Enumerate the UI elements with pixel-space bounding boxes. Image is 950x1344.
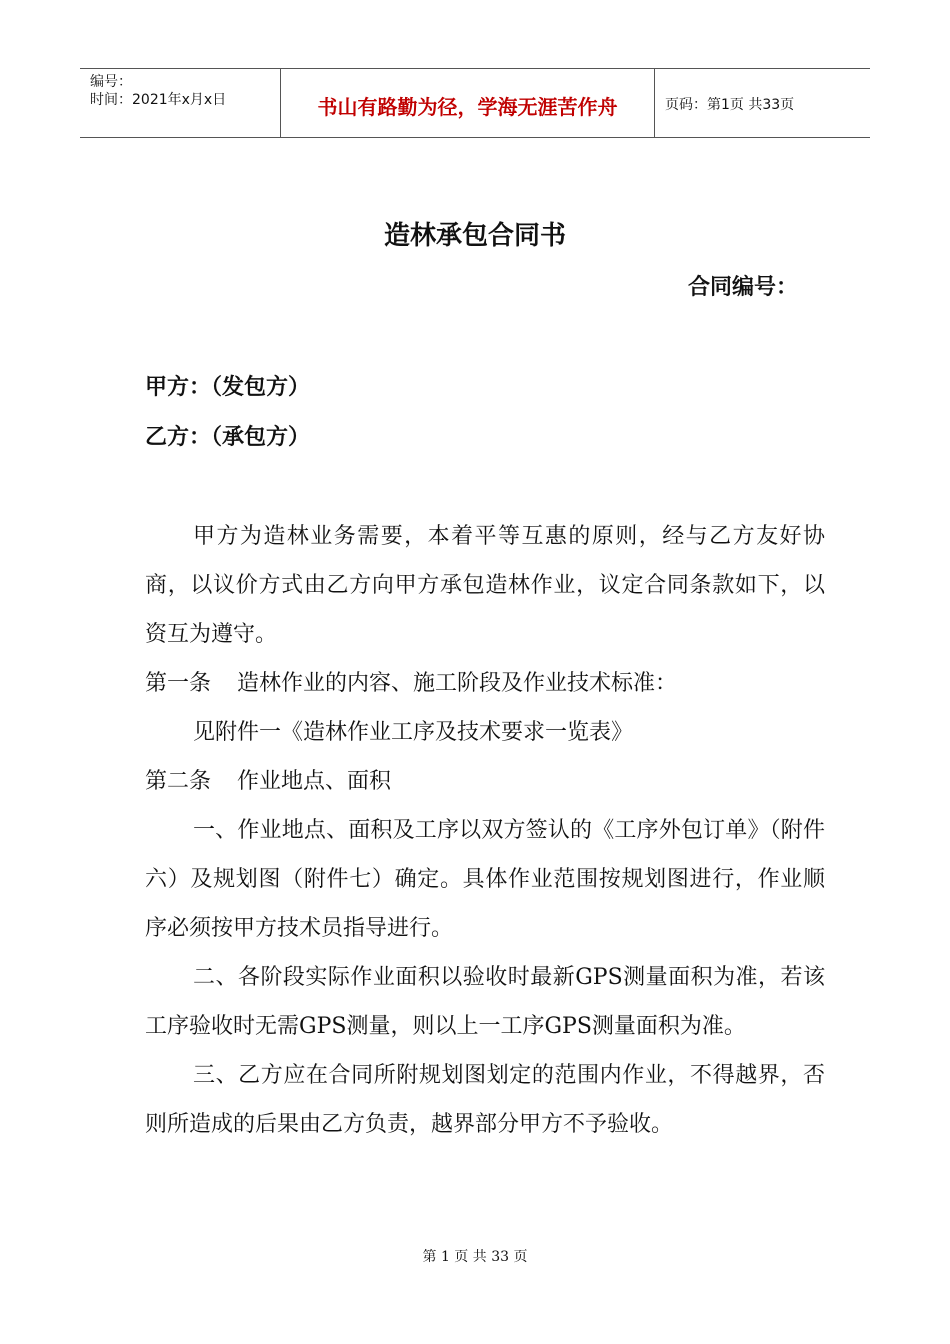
party-a: 甲方：（发包方） bbox=[145, 374, 311, 400]
contract-body bbox=[145, 512, 825, 1149]
article-1-heading bbox=[145, 659, 825, 708]
time-label: 时间：2021年x月x日 bbox=[90, 92, 227, 108]
article-1-number: 第一条 bbox=[145, 671, 212, 696]
article-2-item-1: 一、作业地点、面积及工序以双方签认的《工序外包订单》（附件六）及规划图（附件七）确定。具体作业范围按规划图进行，作业顺序必须按甲方技术员指导进行。 bbox=[145, 818, 825, 941]
party-b: 乙方：（承包方） bbox=[145, 424, 311, 450]
page-footer: 第 1 页 共 33 页 bbox=[422, 1249, 528, 1265]
header-page-info: 页码：第1页 共33页 bbox=[665, 97, 795, 113]
number-label: 编号： bbox=[90, 74, 132, 90]
article-1-title: 造林作业的内容、施工阶段及作业技术标准： bbox=[237, 671, 678, 696]
page-header bbox=[80, 68, 870, 138]
intro-paragraph: 甲方为造林业务需要，本着平等互惠的原则，经与乙方友好协商，以议价方式由乙方向甲方承包造林作业，议定合同条款如下，以资互为遵守。 bbox=[145, 524, 825, 647]
article-2-number: 第二条 bbox=[145, 769, 212, 794]
article-2-item-3: 三、乙方应在合同所附规划图划定的范围内作业，不得越界，否则所造成的后果由乙方负责，越界部分甲方不予验收。 bbox=[145, 1063, 825, 1137]
header-meta bbox=[80, 69, 281, 137]
header-motto: 书山有路勤为径，学海无涯苦作舟 bbox=[281, 69, 655, 137]
article-2-title: 作业地点、面积 bbox=[237, 769, 392, 794]
contract-number-label: 合同编号： bbox=[688, 274, 799, 300]
document-title: 造林承包合同书 bbox=[383, 221, 566, 251]
article-2-item-2: 二、各阶段实际作业面积以验收时最新GPS测量面积为准，若该工序验收时无需GPS测量，则以上一工序GPS测量面积为准。 bbox=[145, 965, 825, 1039]
article-1-text: 见附件一《造林作业工序及技术要求一览表》 bbox=[193, 720, 634, 745]
article-2-heading bbox=[145, 757, 825, 806]
